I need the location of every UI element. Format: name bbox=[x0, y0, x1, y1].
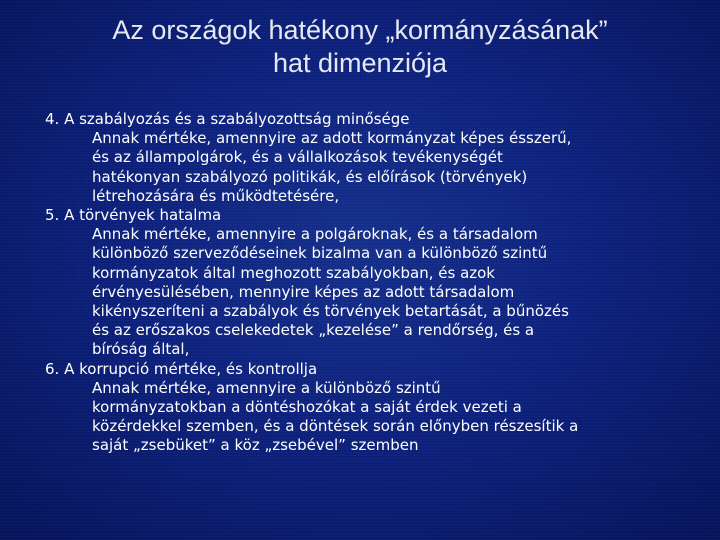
description-line: érvényesülésében, mennyire képes az adott társadalom bbox=[92, 282, 515, 301]
item-heading-5: 5. A törvények hatalma bbox=[45, 206, 222, 225]
slide-title bbox=[30, 14, 690, 80]
description-line: létrehozására és működtetésére, bbox=[92, 186, 340, 205]
description-line: kormányzatok által meghozott szabályokban, és azok bbox=[92, 263, 495, 282]
item-description-5 bbox=[45, 225, 690, 359]
description-line: kikényszeríteni a szabályok és törvények betartását, a bűnözés bbox=[92, 302, 569, 321]
item-heading-4: 4. A szabályozás és a szabályozottság minősége bbox=[45, 110, 410, 128]
description-line: Annak mértéke, amennyire az adott kormányzat képes ésszerű, bbox=[92, 129, 572, 148]
description-line: hatékonyan szabályozó politikák, és előírások (törvények) bbox=[92, 167, 528, 186]
item-description-6 bbox=[45, 379, 690, 456]
item-description-4 bbox=[45, 129, 690, 206]
description-line: saját „zsebüket” a köz „zsebével” szemben bbox=[92, 436, 419, 455]
item-heading-6: 6. A korrupció mértéke, és kontrollja bbox=[45, 359, 318, 378]
slide-title-line-2: hat dimenziója bbox=[272, 48, 448, 78]
description-line: különböző szerveződéseinek bizalma van a különböző szintű bbox=[92, 244, 548, 263]
description-line: Annak mértéke, amennyire a különböző szintű bbox=[92, 378, 441, 397]
description-line: kormányzatokban a döntéshozókat a saját érdek vezeti a bbox=[92, 398, 522, 417]
description-line: bíróság által, bbox=[92, 340, 190, 359]
description-line: közérdekkel szemben, és a döntések során előnyben részesítik a bbox=[92, 417, 579, 436]
description-line: és az erőszakos cselekedetek „kezelése” a rendőrség, és a bbox=[92, 321, 535, 340]
description-line: és az állampolgárok, és a vállalkozások tevékenységét bbox=[92, 148, 503, 167]
slide-body bbox=[45, 110, 690, 456]
slide-title-line-1: Az országok hatékony „kormányzásának” bbox=[112, 15, 608, 45]
description-line: Annak mértéke, amennyire a polgároknak, és a társadalom bbox=[92, 225, 538, 244]
